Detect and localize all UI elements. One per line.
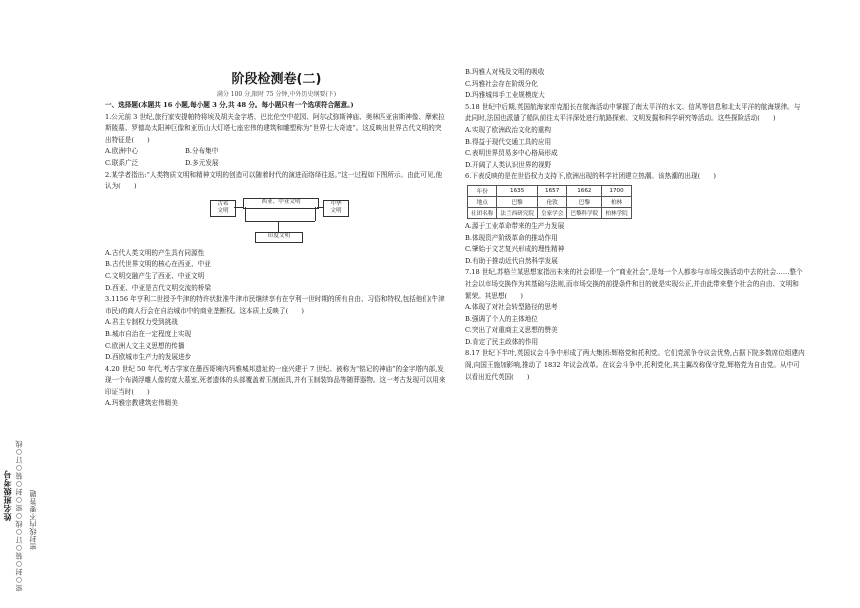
diagram-arrow — [245, 207, 246, 221]
table-cell: 皇家学会 — [537, 207, 566, 218]
question-2-option-b: B.古代世界文明的核心在西亚、中亚 — [105, 260, 211, 269]
seal-note: 密封线内不要答题 — [29, 490, 37, 550]
society-table — [467, 185, 632, 219]
table-cell: 巴黎科学院 — [567, 207, 602, 218]
diagram-box-central: 西亚、中亚文明 — [243, 198, 319, 209]
table-cell: 伦敦 — [537, 196, 566, 207]
question-5-option-d: D.开阔了人类认识世界的视野 — [465, 160, 552, 169]
table-row-head: 社团名称 — [468, 207, 497, 218]
diagram-box-chinese: 中华 文明 — [323, 200, 349, 217]
question-7-option-d: D.肯定了民主政体的作用 — [465, 337, 539, 346]
table-cell: 柏林学院 — [602, 207, 631, 218]
question-4-stem: 4.20 世纪 50 年代,考古学家在墨西哥境内玛雅城邦遗址的一座兴建于 7 世纪、被称为“铭记的神庙”的金字塔内部,发现一个布满浮雕人像的宽大墓室,死者遗体的头部覆盖着玉制面具,并有玉制装饰品等随葬器物。这一考古发现可以用来印证当时( ) — [105, 364, 446, 396]
question-3-stem: 3.1156 年亨利二世授予牛津的特许状批准牛津市民继续享有在亨利一世时期的所有自由、习俗和特权,包括他们(牛津市民)的商人行会在自治城市中的商业垄断权。这本质上反映了( ) — [105, 295, 445, 315]
table-row-head: 地点 — [468, 196, 497, 207]
table-row — [468, 185, 632, 196]
option-b: B.分布集中 — [185, 147, 219, 156]
seal-line: 密○封○装○订○线○密○封○装○订○线 — [15, 440, 23, 592]
question-6-option-c: C.肇始于文艺复兴形成的理性精神 — [465, 245, 565, 254]
civilization-diagram — [105, 196, 448, 246]
diagram-arrow — [245, 221, 315, 222]
table-cell: 柏林 — [602, 196, 631, 207]
question-3-option-c: C.欧洲人文主义思想的传播 — [105, 341, 185, 350]
page-title: 阶段检测卷(二) — [231, 72, 322, 87]
right-column — [465, 67, 805, 383]
question-4-option-b: B.玛雅人对残及文明的吸收 — [465, 68, 545, 76]
question-5-option-b: B.得益于现代交通工具的应用 — [465, 137, 552, 146]
question-8-stem: 8.17 世纪下半叶,英国议会斗争中形成了两大集团:辉格党和托利党。它们党派争夺议会优势,占据下院多数席位组建内阁,向国王施加影响,推动了 1832 年议会改革。在议会斗争中,托利党化,其主翼改称保守党,辉格党为自由党。从中可以看出近代英国( ) — [465, 349, 805, 381]
question-1-options-row2 — [105, 158, 448, 170]
question-4-option-a: A.玛雅宗教建筑宏伟精美 — [105, 399, 178, 408]
table-cell: 1662 — [567, 185, 602, 196]
question-6-option-b: B.体现资产阶级革命的推动作用 — [465, 233, 558, 242]
table-cell: 1635 — [497, 185, 538, 196]
table-row — [468, 207, 632, 218]
question-3-option-d: D.西欧城市生产力的发展进步 — [105, 353, 192, 362]
question-5-option-a: A.实现了欧洲政治文化的重构 — [465, 125, 551, 134]
table-row — [468, 196, 632, 207]
question-7-option-c: C.突出了对重商主义思想的赞美 — [465, 326, 558, 335]
diagram-arrow — [317, 207, 323, 208]
question-3-option-a: A.君主专制权力受到挑战 — [105, 318, 178, 327]
option-d: D.多元发展 — [185, 158, 219, 167]
diagram-arrow — [315, 207, 316, 221]
question-3-option-b: B.城市自治在一定程度上实现 — [105, 329, 192, 338]
binding-margin — [0, 0, 46, 608]
diagram-arrow — [234, 207, 243, 208]
question-2-option-d: D.西亚、中亚是古代文明交流的桥梁 — [105, 283, 212, 292]
question-4-option-d: D.玛雅城邦手工业规模庞大 — [465, 91, 545, 100]
table-cell: 法兰西研究院 — [497, 207, 538, 218]
question-2-stem: 2.某学者指出:“人类物质文明和精神文明的创造可以随着时代的演进而络绎往返。”这一过程如下图所示。由此可见,他认为( ) — [105, 170, 443, 191]
question-5-stem: 5.18 世纪中后期,英国航海家库克船长在航海活动中掌握了南太平洋的水文、信风等信息和北太平洋的航海规律。与此同时,法国也派遣了船队前往太平洋深处进行航路探索、文明发掘和科学研究等活动。这些探险活动( ) — [465, 102, 801, 123]
option-a: A.欧洲中心 — [105, 147, 139, 156]
question-1-options-row1 — [105, 146, 448, 158]
student-info-label: 姓名班级考号 — [3, 470, 12, 521]
question-6-stem: 6.下表反映的是在世俗权力支持下,欧洲出现的科学社团建立热潮。该热潮的出现( ) — [465, 172, 716, 181]
table-row-head: 年份 — [468, 185, 497, 196]
diagram-box-indian: 印度文明 — [255, 232, 303, 243]
table-cell: 1657 — [537, 185, 566, 196]
left-column — [105, 68, 448, 410]
question-5-option-c: C.表明世界贸易多中心格局形成 — [465, 149, 558, 158]
question-1-stem: 1.公元前 3 世纪,旅行家安提帕特将埃及胡夫金字塔、巴比伦空中花园、阿尔忒弥斯神庙、奥林匹亚宙斯神像、摩索拉斯陵墓、罗德岛太阳神巨像和亚历山大灯塔七座宏伟的建筑和雕塑称为“世界七大奇迹”。这反映出世界古代文明的突出特征是( ) — [105, 112, 445, 144]
diagram-arrow — [278, 221, 279, 232]
question-6-option-d: D.有助于推动近代自然科学发展 — [465, 256, 558, 265]
section-heading: 一、选择题(本题共 16 小题,每小题 3 分,共 48 分。每小题只有一个选项符合题意。) — [105, 101, 354, 109]
page-subtitle: 满分 100 分,限时 75 分钟,中外历史纲要(下) — [216, 91, 337, 98]
question-7-option-a: A.体现了对社会转型路径的思考 — [465, 303, 558, 312]
question-7-option-b: B.强调了个人的主体地位 — [465, 314, 538, 323]
option-c: C.联系广泛 — [105, 158, 139, 167]
question-4-option-c: C.玛雅社会存在阶级分化 — [465, 79, 538, 88]
question-6-option-a: A.源于工业革命带来的生产力发展 — [465, 221, 565, 230]
question-7-stem: 7.18 世纪,苏格兰某思想家指出未来的社会即是一个“商业社会”,是每一个人都参与市场交换活动中去的社会……整个社会以市场交换作为其基础与法则,而市场交换的前提条件和目的就是实现公正,并由此带来整个社会的自由、文明和繁荣。其思想( ) — [465, 268, 803, 300]
table-cell: 巴黎 — [497, 196, 538, 207]
question-2-option-c: C.文明交融产生了西亚、中亚文明 — [105, 271, 205, 280]
diagram-box-greek: 古希 文明 — [210, 200, 236, 217]
table-cell: 巴黎 — [567, 196, 602, 207]
table-cell: 1700 — [602, 185, 631, 196]
question-2-option-a: A.古代人类文明的产生具有同源性 — [105, 248, 205, 257]
